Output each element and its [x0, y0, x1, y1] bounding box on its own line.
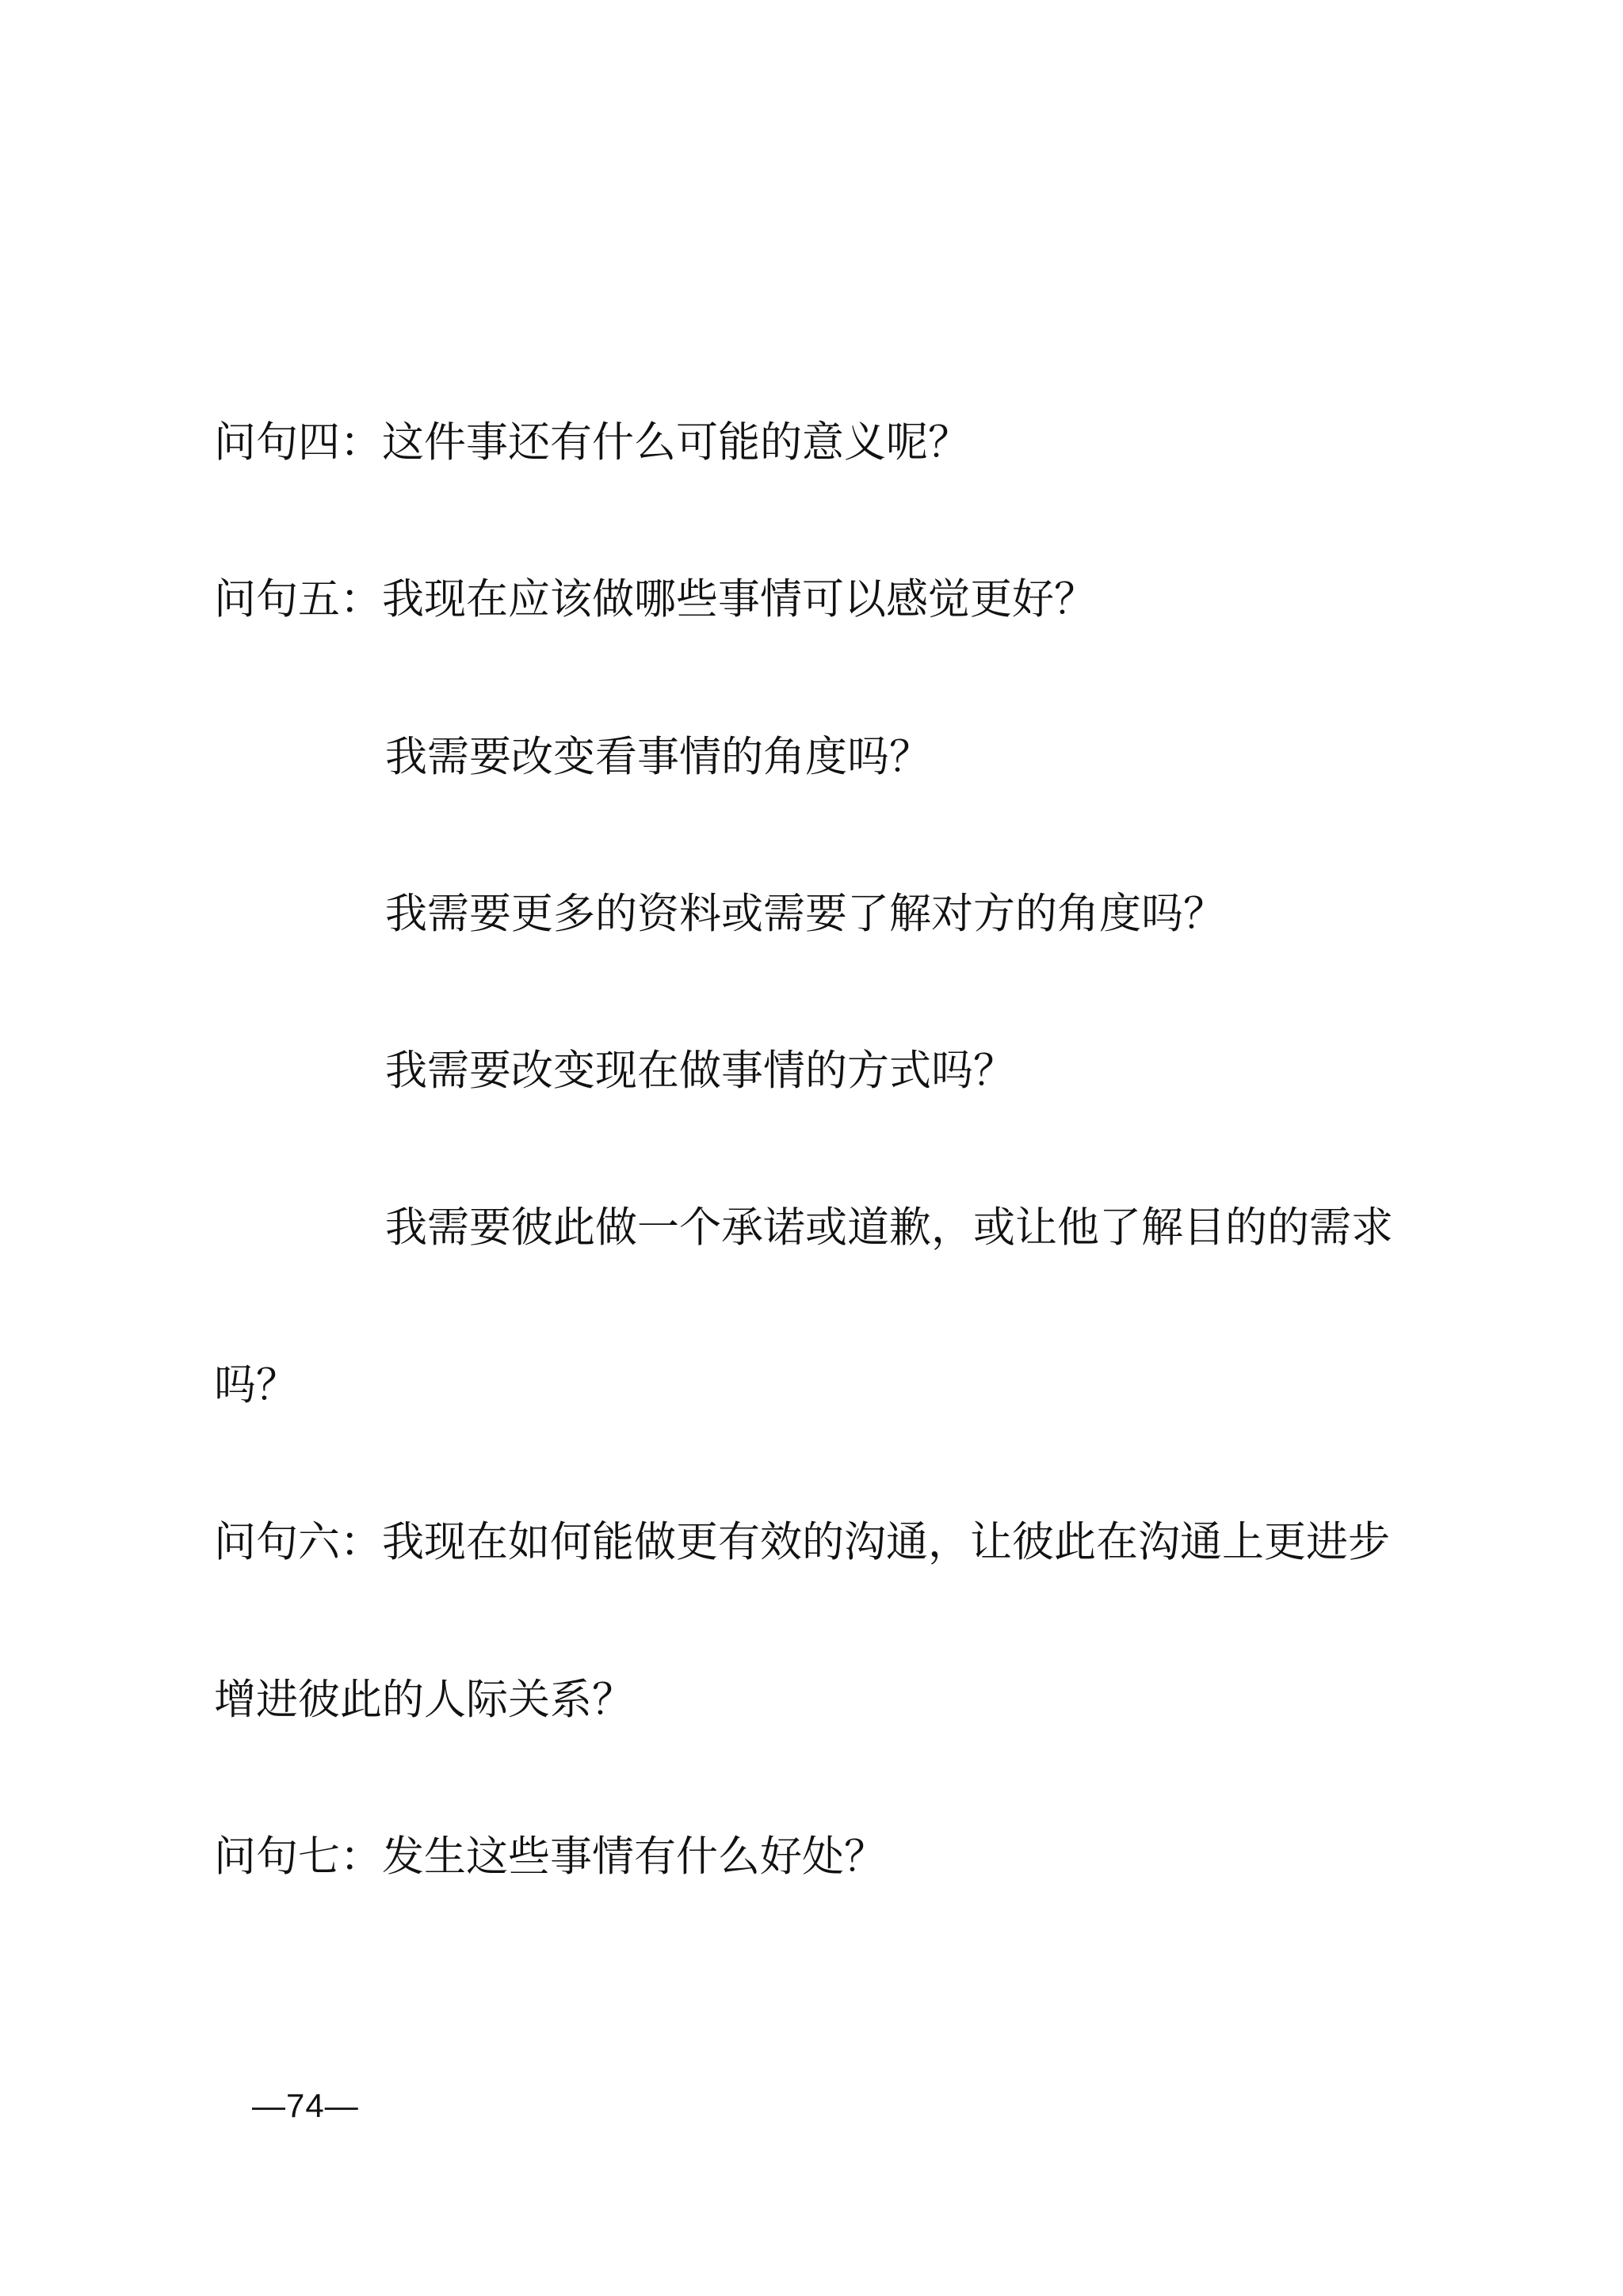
question-four: 问句四：这件事还有什么可能的意义呢？ [214, 418, 970, 467]
question-five-sub-4-continuation: 吗？ [214, 1361, 298, 1409]
question-five-sub-4: 我需要彼此做一个承诺或道歉，或让他了解目的的需求 [385, 1203, 1393, 1252]
question-six: 问句六：我现在如何能做更有效的沟通，让彼此在沟通上更进步 [214, 1518, 1390, 1566]
question-five-sub-1: 我需要改变看事情的角度吗？ [385, 733, 931, 781]
question-five: 问句五：我现在应该做哪些事情可以感觉更好？ [214, 575, 1096, 624]
question-five-sub-3: 我需要改变现在做事情的方式吗？ [385, 1047, 1015, 1095]
question-seven: 问句七：发生这些事情有什么好处？ [214, 1833, 886, 1881]
question-six-continuation: 增进彼此的人际关系？ [214, 1676, 634, 1724]
question-five-sub-2: 我需要更多的资料或需要了解对方的角度吗？ [385, 890, 1225, 938]
page-number: —74— [252, 2087, 359, 2124]
